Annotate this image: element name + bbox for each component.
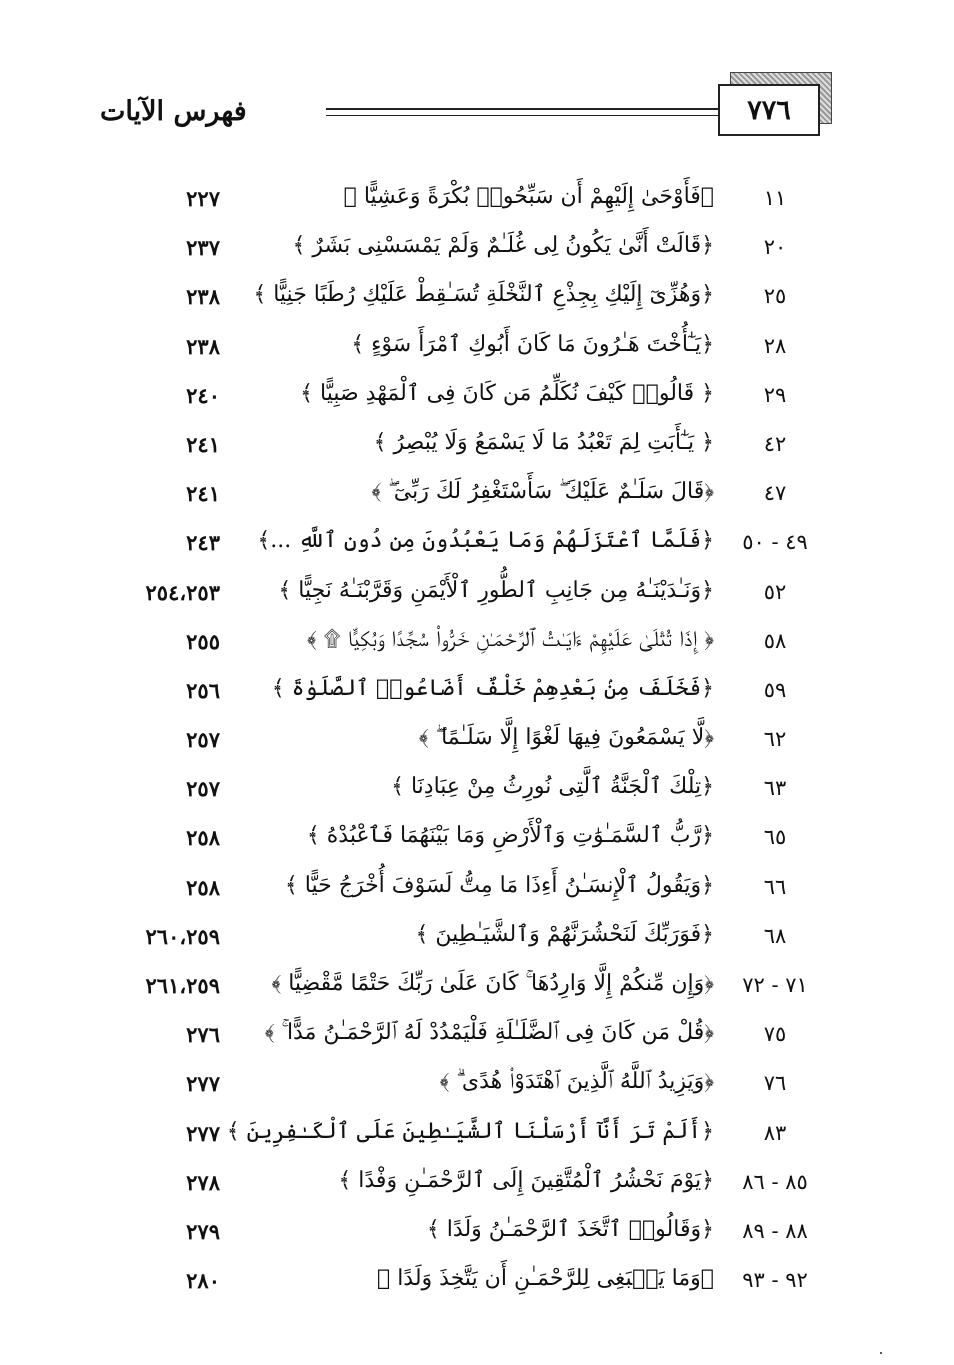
verse-number: ٨٣: [763, 1120, 787, 1145]
index-row: [0, 570, 954, 619]
index-row: [0, 324, 954, 373]
verse-number: ٦٣: [763, 776, 787, 801]
verse-number: ٨٥ - ٨٦: [742, 1169, 808, 1194]
index-row: [0, 865, 954, 914]
page-reference: ٢٥٨: [186, 825, 220, 851]
verse-number: ٤٧: [763, 481, 787, 506]
page-reference: ٢٤٣: [186, 530, 220, 556]
verse-text: ﴿رَّبُّ ٱلسَّمَـٰوَٰتِ وَٱلْأَرْضِ وَمَا بَيْنَهُمَا فَٱعْبُدْهُ ﴾: [306, 823, 714, 849]
verse-number: ٩٢ - ٩٣: [742, 1268, 808, 1293]
verse-text: ﴿أَلَمْ تَرَ أَنَّآ أَرْسَلْنَا ٱلشَّيَـٰطِينَ عَلَى ٱلْكَـٰفِرِينَ ﴾: [226, 1118, 714, 1144]
verse-text: ﴿وَيَزِيدُ ٱللَّهُ ٱلَّذِينَ ٱهْتَدَوْا۟ هُدًى ۗ ﴾: [439, 1069, 714, 1095]
page-reference: ٢٦٠،٢٥٩: [145, 923, 220, 949]
index-row: [0, 963, 954, 1012]
page-reference: ٢٥٦: [186, 677, 220, 703]
verse-text: ﴿قَالَ سَلَـٰمٌ عَلَيْكَ ۖ سَأَسْتَغْفِرُ لَكَ رَبِّىٓ ۖ ﴾: [371, 479, 714, 505]
page-reference: ٢٧٧: [186, 1120, 220, 1146]
verse-text: ﴿قَالَتْ أَنَّىٰ يَكُونُ لِى غُلَـٰمٌ وَلَمْ يَمْسَسْنِى بَشَرٌ ﴾: [292, 233, 714, 259]
scan-speck: [880, 1352, 882, 1354]
verse-text: ﴿يَـٰٓأُخْتَ هَـٰرُونَ مَا كَانَ أَبُوكِ ٱمْرَأَ سَوْءٍ ﴾: [351, 331, 714, 357]
verse-number: ٥٨: [763, 628, 787, 653]
page-reference: ٢٥٧: [186, 776, 220, 802]
index-row: [0, 1111, 954, 1160]
verse-text: ﴿وَمَا يَنۢبَغِى لِلرَّحْمَـٰنِ أَن يَتَّخِذَ وَلَدًا ﴾: [377, 1266, 714, 1292]
verse-number: ٢٥: [763, 284, 787, 309]
verse-number: ٢٠: [763, 235, 787, 260]
page-reference: ٢٢٧: [186, 186, 220, 211]
index-row: [0, 914, 954, 963]
index-row: [0, 422, 954, 471]
verse-text: ﴿فَأَوْحَىٰ إِلَيْهِمْ أَن سَبِّحُوا۟ بُكْرَةً وَعَشِيًّا ﴾: [343, 184, 714, 209]
verse-text: ﴿فَلَمَّا ٱعْتَزَلَهُمْ وَمَا يَعْبُدُونَ مِن دُونِ ٱللَّهِ ...﴾: [257, 528, 714, 554]
verse-text: ﴿ قَالُوا۟ كَيْفَ نُكَلِّمُ مَن كَانَ فِى ٱلْمَهْدِ صَبِيًّا ﴾: [300, 380, 714, 406]
verse-number: ٤٩ - ٥٠: [742, 530, 808, 555]
verse-text: ﴿تِلْكَ ٱلْجَنَّةُ ٱلَّتِى نُورِثُ مِنْ عِبَادِنَا ﴾: [391, 774, 714, 800]
page-reference: ٢٣٨: [186, 284, 220, 310]
verse-number: ١١: [763, 186, 787, 210]
verse-text: ﴿فَخَلَفَ مِنۢ بَعْدِهِمْ خَلْفٌ أَضَاعُوا۟ ٱلصَّلَوٰةَ ﴾: [271, 675, 714, 701]
verse-number: ٥٢: [763, 579, 787, 604]
verse-number: ٤٢: [763, 431, 787, 456]
page-reference: ٢٥٨: [186, 874, 220, 900]
page-reference: ٢٨٠: [186, 1268, 220, 1294]
verse-text: ﴿وَقَالُوا۟ ٱتَّخَذَ ٱلرَّحْمَـٰنُ وَلَدًا ﴾: [426, 1216, 714, 1242]
index-row: [0, 619, 954, 668]
page-reference: ٢٤١: [186, 481, 220, 507]
verse-index-list: [0, 176, 954, 1307]
verse-text: ﴿وَإِن مِّنكُمْ إِلَّا وَارِدُهَا ۚ كَانَ عَلَىٰ رَبِّكَ حَتْمًا مَّقْضِيًّا ﴾: [271, 971, 714, 996]
index-row: [0, 1160, 954, 1209]
verse-text: ﴿ يَـٰٓأَبَتِ لِمَ تَعْبُدُ مَا لَا يَسْمَعُ وَلَا يُبْصِرُ ﴾: [373, 429, 714, 455]
index-row: [0, 815, 954, 864]
index-row: [0, 1061, 954, 1110]
index-row: [0, 471, 954, 520]
verse-text: ﴿وَهُزِّىٓ إِلَيْكِ بِجِذْعِ ٱلنَّخْلَةِ تُسَـٰقِطْ عَلَيْكِ رُطَبًا جَنِيًّا ﴾: [253, 282, 714, 308]
verse-number: ٧٥: [763, 1022, 787, 1047]
index-row: [0, 717, 954, 766]
index-title: فهرس الآيات: [100, 96, 247, 127]
index-row: [0, 766, 954, 815]
page-reference: ٢٤٠: [186, 382, 220, 408]
verse-number: ٢٨: [763, 333, 787, 358]
page-reference: ٢٧٧: [186, 1071, 220, 1097]
verse-number: ٧٦: [763, 1071, 787, 1096]
verse-text: ﴿لَّا يَسْمَعُونَ فِيهَا لَغْوًا إِلَّا سَلَـٰمًا ۖ ﴾: [418, 725, 714, 751]
verse-text: ﴿قُلْ مَن كَانَ فِى ٱلضَّلَـٰلَةِ فَلْيَمْدُدْ لَهُ ٱلرَّحْمَـٰنُ مَدًّا ۚ ﴾: [264, 1020, 714, 1046]
page-reference: ٢٧٩: [186, 1218, 220, 1244]
page-reference: ٢٧٦: [186, 1022, 220, 1048]
page-reference: ٢٥٧: [186, 727, 220, 753]
page-reference: ٢٥٤،٢٥٣: [145, 579, 220, 605]
page-reference: ٢٤١: [186, 431, 220, 457]
index-row: [0, 373, 954, 422]
index-row: [0, 176, 954, 225]
verse-number: ٧١ - ٧٢: [742, 973, 808, 997]
verse-text: ﴿وَنَـٰدَيْنَـٰهُ مِن جَانِبِ ٱلطُّورِ ٱلْأَيْمَنِ وَقَرَّبْنَـٰهُ نَجِيًّا ﴾: [278, 577, 714, 603]
verse-number: ٦٢: [763, 727, 787, 752]
verse-number: ٦٨: [763, 923, 787, 948]
index-row: [0, 668, 954, 717]
page-reference: ٢٦١،٢٥٩: [145, 973, 220, 998]
page-reference: ٢٧٨: [186, 1169, 220, 1195]
index-row: [0, 1012, 954, 1061]
index-row: [0, 225, 954, 274]
page-number: ٧٧٦: [718, 84, 820, 136]
verse-text: ﴿ إِذَا تُتْلَىٰ عَلَيْهِمْ ءَايَـٰتُ ٱلرَّحْمَـٰنِ خَرُّوا۟ سُجَّدًا وَبُكِيًّا ۩ ﴾: [306, 626, 714, 652]
index-row: [0, 1258, 954, 1307]
page-reference: ٢٣٧: [186, 235, 220, 261]
verse-number: ٢٩: [763, 382, 787, 407]
verse-number: ٦٥: [763, 825, 787, 850]
header-rule-thick: [326, 108, 718, 110]
index-row: [0, 520, 954, 569]
header-rule-thin: [326, 115, 718, 116]
index-row: [0, 274, 954, 323]
index-row: [0, 1209, 954, 1258]
verse-number: ٨٨ - ٨٩: [742, 1218, 808, 1243]
verse-text: ﴿فَوَرَبِّكَ لَنَحْشُرَنَّهُمْ وَٱلشَّيَـٰطِينَ ﴾: [415, 921, 714, 947]
page-reference: ٢٥٥: [186, 628, 220, 654]
verse-text: ﴿وَيَقُولُ ٱلْإِنسَـٰنُ أَءِذَا مَا مِتُّ لَسَوْفَ أُخْرَجُ حَيًّا ﴾: [284, 872, 714, 898]
verse-number: ٦٦: [763, 874, 787, 899]
verse-number: ٥٩: [763, 677, 787, 702]
verse-text: ﴿يَوْمَ نَحْشُرُ ٱلْمُتَّقِينَ إِلَى ٱلرَّحْمَـٰنِ وَفْدًا ﴾: [338, 1167, 714, 1193]
page-reference: ٢٣٨: [186, 333, 220, 359]
